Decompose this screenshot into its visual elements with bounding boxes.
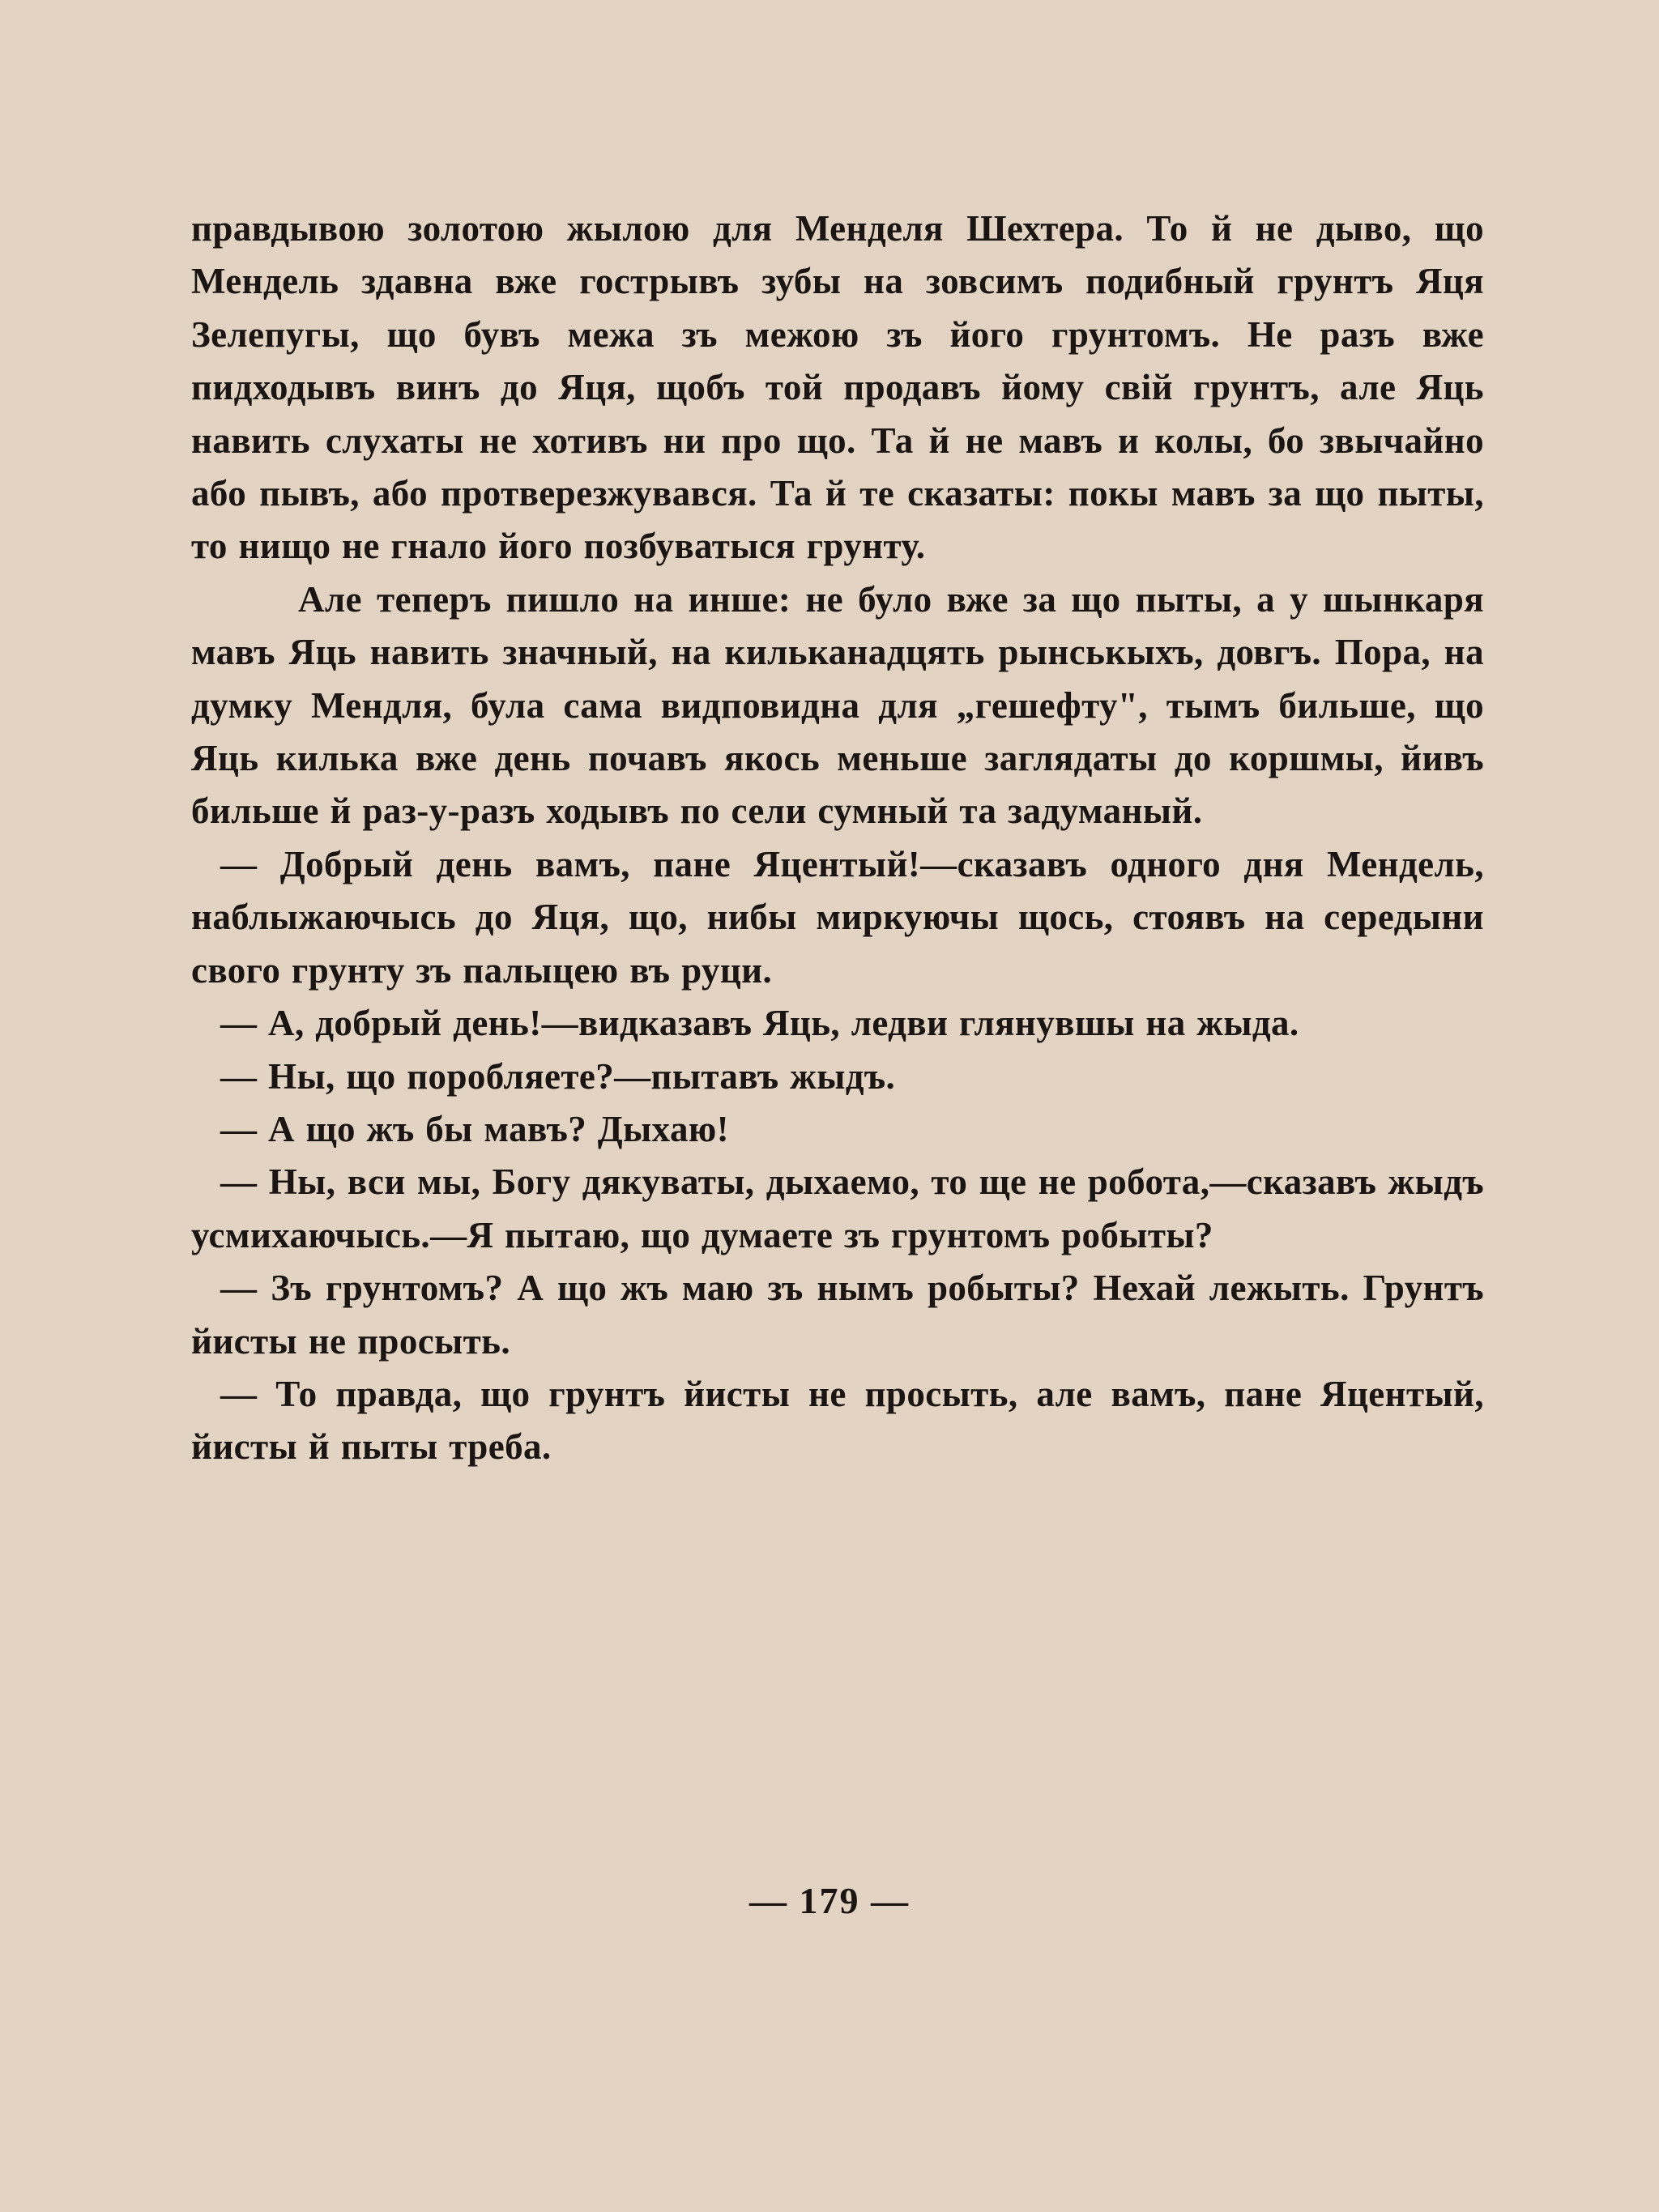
paragraph-1: правдывою золотою жылою для Менделя Шехтера. То й не дыво, що Мендель здавна вже гострывъ зубы на зовсимъ подибный грунтъ Яця Зелепугы, що бувъ межа зъ межою зъ його грунтомъ. Не разъ вже пидходывъ винъ до Яця, щобъ той продавъ йому свій грунтъ, але Яць навить слухаты не хотивъ ни про що. Та й не мавъ и колы, бо звычайно або пывъ, або протверезжувався. Та й те сказаты: покы мавъ за що пыты, то нищо не гнало його позбуватыся грунту.: [191, 208, 1484, 567]
dialog-line-5: — Ны, вси мы, Богу дякуваты, дыхаемо, то ще не робота,—сказавъ жыдъ усмихаючысь.—Я пытаю, що думаете зъ грунтомъ робыты?: [191, 1161, 1484, 1255]
paragraph-2: Але теперъ пишло на инше: не було вже за що пыты, а у шынкаря мавъ Яць навить значный, на кильканадцять рынськыхъ, довгъ. Пора, на думку Мендля, була сама видповидна для „гешефту", тымъ бильше, що Яць килька вже день почавъ якось меньше заглядаты до коршмы, йивъ бильше й раз-у-разъ ходывъ по сели сумный та задуманый.: [191, 578, 1484, 832]
dialog-line-6: — Зъ грунтомъ? А що жъ маю зъ нымъ робыты? Нехай лежыть. Грунтъ йисты не просыть.: [191, 1268, 1484, 1362]
dialog-line-4: — А що жъ бы мавъ? Дыхаю!: [220, 1108, 730, 1149]
page-number: — 179 —: [749, 1880, 910, 1921]
dialog-line-2: — А, добрый день!—видказавъ Яць, ледви глянувшы на жыда.: [220, 1003, 1299, 1044]
dialog-line-3: — Ны, що поробляете?—пытавъ жыдъ.: [220, 1055, 896, 1097]
page-body: [191, 202, 1484, 1474]
dialog-line-1: — Добрый день вамъ, пане Яцентый!—сказавъ одного дня Мендель, наблыжаючысь до Яця, що, нибы миркуючы щось, стоявъ на середыни свого грунту зъ палыцею въ руци.: [191, 843, 1484, 991]
dialog-line-7: — То правда, що грунтъ йисты не просыть, але вамъ, пане Яцентый, йисты й пыты треба.: [191, 1373, 1484, 1468]
